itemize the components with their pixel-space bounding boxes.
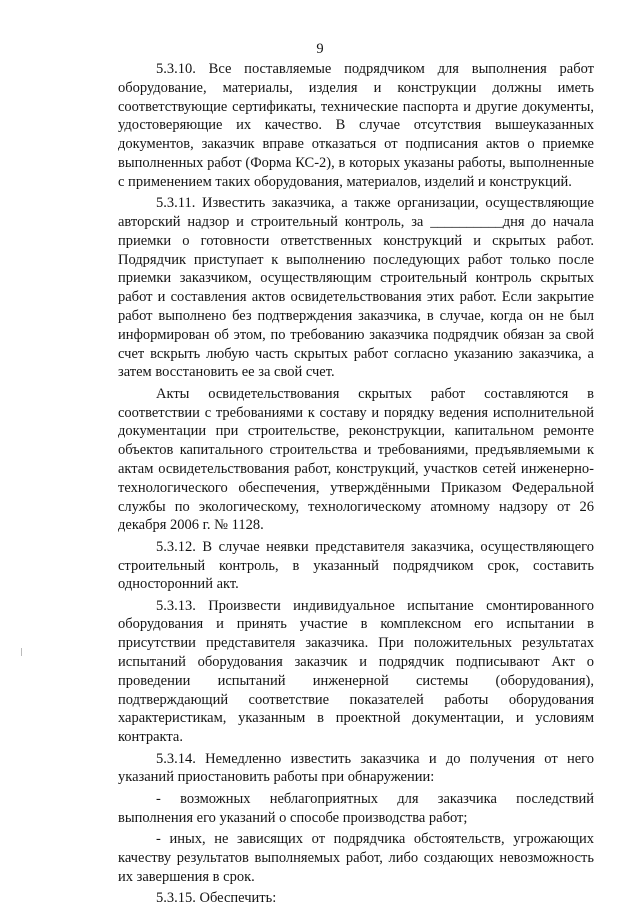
- list-item-consequences: - возможных неблагоприятных для заказчика последствий выполнения его указаний о способе производства работ;: [118, 790, 594, 826]
- list-item-circumstances: - иных, не зависящих от подрядчика обстоятельств, угрожающих качеству результатов выполняемых работ, либо создающих невозможность их завершения в срок.: [118, 831, 594, 885]
- paragraph-5-3-13: 5.3.13. Произвести индивидуальное испытание смонтированного оборудования и принять участие в комплексном его испытании в присутствии представителя заказчика. При положительных результатах испытаний оборудования заказчик и подрядчик подписывают Акт о проведении испытаний инженерной системы (оборудования), подтверждающий соответствие показателей работы оборудования характеристикам, указанным в проектной документации, и условиям контракта.: [118, 597, 594, 746]
- page-number: 9: [316, 41, 324, 57]
- paragraph-5-3-15: 5.3.15. Обеспечить:: [156, 890, 277, 907]
- paragraph-5-3-14: 5.3.14. Немедленно известить заказчика и до получения от него указаний приостановить работы при обнаружении:: [118, 750, 594, 786]
- paragraph-5-3-11: 5.3.11. Известить заказчика, а также организации, осуществляющие авторский надзор и строительный контроль, за __________дня до начала приемки о готовности ответственных конструкций и скрытых работ. Подрядчик приступает к выполнению последующих работ только после приемки заказчиком, осуществляющим строительный контроль скрытых работ и составления актов освидетельствования этих работ. Если закрытие работ выполнено без подтверждения заказчика, в случае, когда он не был информирован об этом, по требованию заказчика подрядчик обязан за свой счет вскрыть любую часть скрытых работ согласно указанию заказчика, а затем восстановить ее за свой счет.: [118, 195, 594, 381]
- paragraph-hidden-works-acts: Акты освидетельствования скрытых работ составляются в соответствии с требованиями к составу и порядку ведения исполнительной документации при строительстве, реконструкции, капитальном ремонте объектов капитального строительства и требованиями, предъявляемыми к актам освидетельствования работ, конструкций, участков сетей инженерно-технологического обеспечения, утверждёнными Приказом Федеральной службы по экологическому, технологическому атомному надзору от 26 декабря 2006 г. № 1128.: [118, 385, 594, 534]
- paragraph-5-3-10: 5.3.10. Все поставляемые подрядчиком для выполнения работ оборудование, материалы, изделия и конструкции должны иметь соответствующие сертификаты, технические паспорта и другие документы, удостоверяющие их качество. В случае отсутствия вышеуказанных документов, заказчик вправе отказаться от подписания актов о приемке выполненных работ (Форма КС-2), в которых указаны работы, выполненные с применением таких оборудования, материалов, изделий и конструкций.: [118, 61, 594, 190]
- paragraph-5-3-12: 5.3.12. В случае неявки представителя заказчика, осуществляющего строительный контроль, в указанный подрядчиком срок, составить односторонний акт.: [118, 538, 594, 593]
- document-body: [118, 60, 594, 908]
- margin-mark: [21, 648, 22, 656]
